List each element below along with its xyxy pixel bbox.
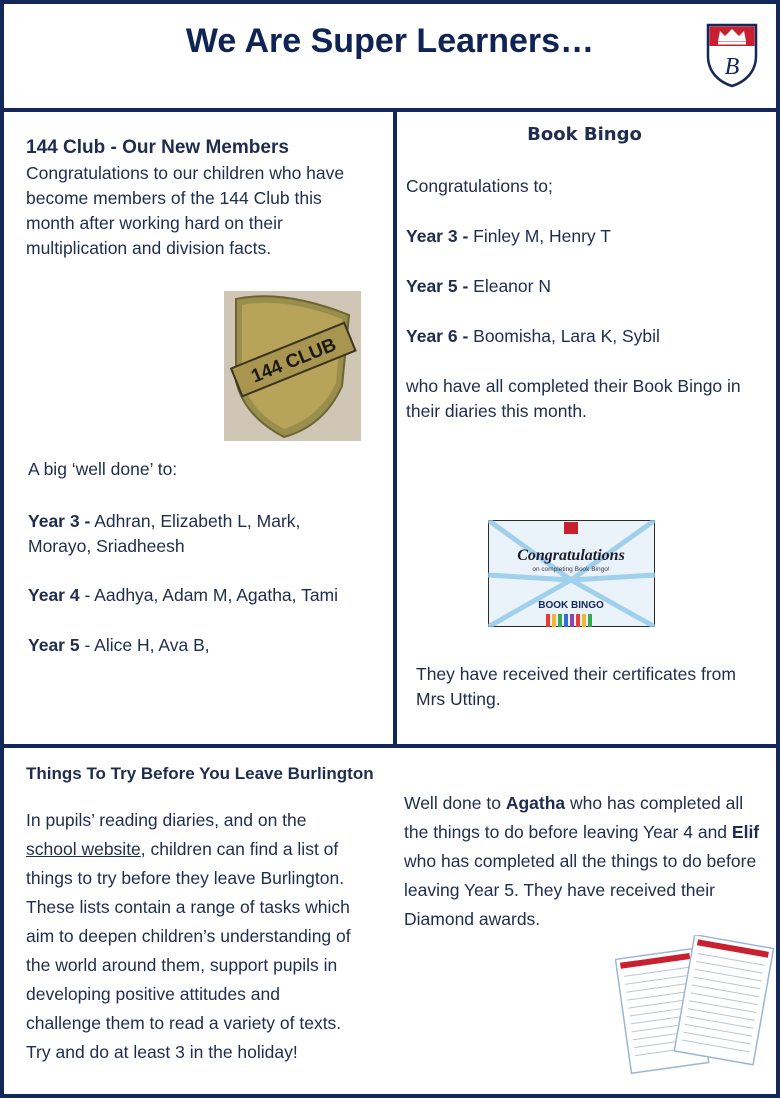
club-year-4 [28, 583, 368, 608]
things-heading: Things To Try Before You Leave Burlington [26, 764, 374, 783]
school-crest-logo [705, 22, 759, 88]
things-wd-2: who has completed all the things to do before leaving Year 4 and [404, 793, 744, 842]
page-title: We Are Super Learners… [185, 22, 595, 60]
bingo-year-6 [406, 324, 766, 349]
bingo-heading: Book Bingo [527, 124, 642, 145]
club-heading: 144 Club - Our New Members [26, 137, 289, 158]
144-club-badge-photo [224, 291, 361, 441]
club-year-3 [28, 509, 328, 559]
school-website-link[interactable]: school website [26, 839, 141, 859]
book-bingo-certificate-image [488, 520, 655, 627]
things-well-done [404, 789, 769, 934]
checklist-documents-image [615, 935, 775, 1080]
things-wd-name-1: Agatha [505, 793, 566, 813]
things-wd-1: Well done to [404, 793, 506, 813]
bingo-year-6-label: Year 6 - [406, 326, 469, 346]
bingo-year-3-names: Finley M, Henry T [473, 226, 611, 246]
club-well-done: A big ‘well done’ to: [28, 459, 178, 479]
bingo-year-3-label: Year 3 - [406, 226, 469, 246]
bingo-frame [393, 108, 780, 748]
things-paragraph [26, 806, 356, 1067]
bingo-year-6-names: Boomisha, Lara K, Sybil [473, 326, 660, 346]
club-year-3-label: Year 3 - [28, 511, 91, 531]
things-wd-3: who has completed all the things to do before leaving Year 5. They have received their Diamond awards. [404, 851, 757, 929]
club-intro: Congratulations to our children who have become members of the 144 Club this month after working hard on their multiplication and division facts. [26, 163, 345, 258]
bingo-year-5-names: Eleanor N [473, 276, 551, 296]
svg-text:BOOK BINGO: BOOK BINGO [538, 600, 604, 611]
club-year-3-names: Adhran, Elizabeth L, Mark, Morayo, Sriadheesh [28, 511, 301, 556]
svg-text:on completing Book Bingo!: on completing Book Bingo! [532, 566, 610, 573]
things-para-start: In pupils’ reading diaries, and on the [26, 810, 307, 830]
svg-text:B: B [724, 54, 740, 80]
bingo-completed: who have all completed their Book Bingo in their diaries this month. [406, 376, 741, 421]
bingo-received: They have received their certificates from Mrs Utting. [416, 664, 736, 709]
club-year-4-label: Year 4 [28, 585, 80, 605]
bingo-year-5 [406, 274, 766, 299]
club-year-4-names: - Aadhya, Adam M, Agatha, Tami [84, 585, 339, 605]
club-year-5 [28, 633, 368, 658]
svg-text:144 CLUB: 144 CLUB [248, 334, 340, 388]
club-year-5-label: Year 5 [28, 635, 80, 655]
bingo-congrats: Congratulations to; [406, 176, 553, 196]
things-para-rest: , children can find a list of things to try before they leave Burlington. These lists contain a range of tasks which aim to deepen children’s understanding of the world around them, support pupils in developing positive attitudes and challenge them to read a variety of texts. Try and do at least 3 in the holiday! [26, 839, 351, 1062]
bingo-year-5-label: Year 5 - [406, 276, 469, 296]
bingo-year-3 [406, 224, 766, 249]
svg-text:Congratulations: Congratulations [517, 547, 625, 564]
club-year-5-names: - Alice H, Ava B, [84, 635, 210, 655]
things-wd-name-2: Elif [731, 822, 760, 842]
